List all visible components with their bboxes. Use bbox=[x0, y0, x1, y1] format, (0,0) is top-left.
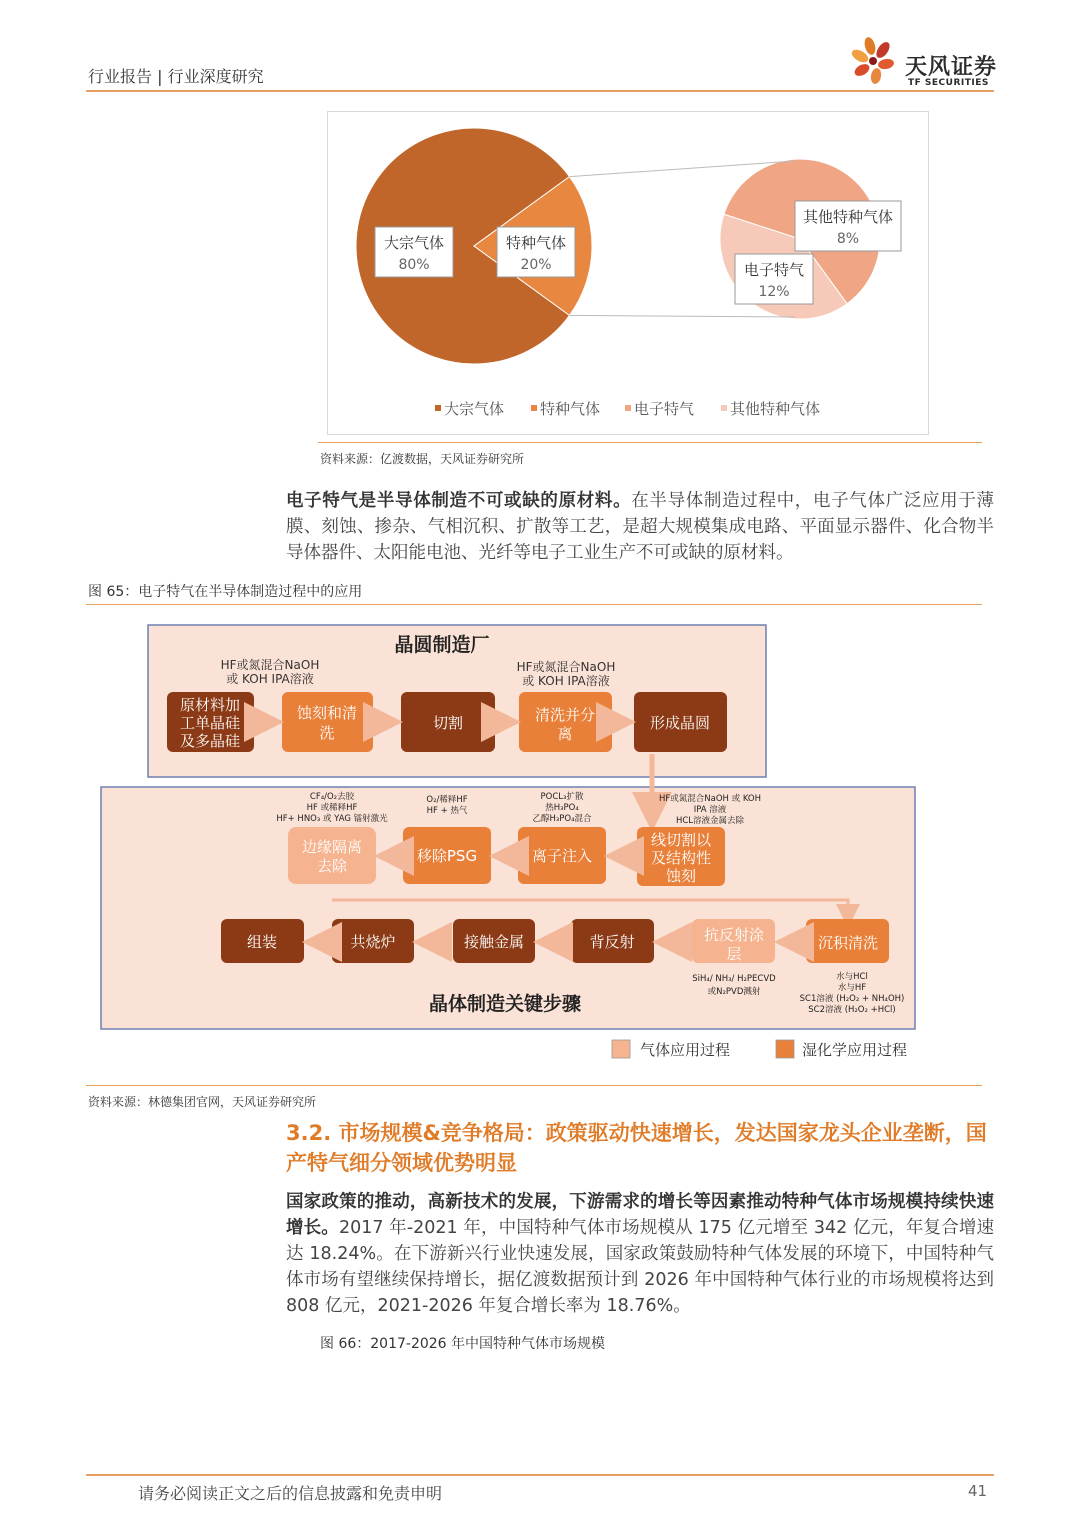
box-wire-1: 线切割以 bbox=[650, 831, 712, 849]
note-mid-3a: POCL₃扩散 bbox=[540, 792, 584, 802]
box-assembly: 组装 bbox=[246, 933, 278, 951]
box-clean-2: 离 bbox=[557, 725, 573, 743]
note-mid-4a: HF或氮混合NaOH 或 KOH bbox=[658, 794, 762, 804]
pie-label-bulk-name: 大宗气体 bbox=[383, 234, 445, 252]
figure-divider bbox=[86, 604, 982, 605]
box-ion: 离子注入 bbox=[531, 847, 593, 865]
process-diagram bbox=[100, 622, 930, 1070]
pie-label-bulk-value: 80% bbox=[398, 257, 430, 273]
box-cut: 切割 bbox=[432, 714, 464, 732]
brand-name: 天风证券 bbox=[905, 55, 998, 80]
pie-label-special-value: 20% bbox=[520, 257, 552, 273]
box-arc-1: 抗反射涂 bbox=[703, 926, 765, 944]
header-report-type: 行业报告 | 行业深度研究 bbox=[88, 67, 264, 86]
note-bot-1a: SiH₄/ NH₃/ H₂PECVD bbox=[692, 974, 776, 984]
source-note: 资料来源：亿渡数据，天风证券研究所 bbox=[320, 452, 525, 466]
note-top-2b: 或 KOH IPA溶液 bbox=[522, 674, 610, 688]
paragraph2-lead: 国家政策的推动，高新技术的发展，下游需求的增长等因素推动特种气体市场规模持续快速增长。 bbox=[286, 1192, 994, 1238]
note-mid-1a: CF₄/O₂去胶 bbox=[309, 792, 355, 802]
pie-source-divider bbox=[318, 442, 982, 443]
note-mid-1b: HF 或稀释HF bbox=[306, 803, 358, 813]
note-bot-2b: 水与HF bbox=[837, 983, 867, 993]
note-mid-1c: HF+ HNO₃ 或 YAG 镭射激光 bbox=[276, 814, 388, 824]
box-deposit: 沉积清洗 bbox=[817, 934, 879, 952]
pie-label-other-name: 其他特种气体 bbox=[802, 208, 894, 226]
legend-gas: 气体应用过程 bbox=[640, 1041, 731, 1059]
note-bot-2c: SC1溶液 (H₂O₂ + NH₄OH) bbox=[799, 994, 905, 1004]
note-bot-2d: SC2溶液 (H₂O₂ +HCl) bbox=[808, 1005, 896, 1015]
pie-label-electronic-value: 12% bbox=[758, 284, 790, 300]
paragraph2-body: 2017 年-2021 年，中国特种气体市场规模从 175 亿元增至 342 亿元，年复合增速达 18.24%。在下游新兴行业快速发展，国家政策鼓励特种气体发展的环境下，中国特种气体市场有望继续保持增长，据亿渡数据预计到 2026 年中国特种气体行业的市场规模将达到 808 亿元，2021-2026 年复合增长率为 18.76%。 bbox=[286, 1218, 994, 1316]
note-bot-1b: 或N₂PVD溅射 bbox=[707, 987, 761, 997]
box-edge-1: 边缘隔离 bbox=[301, 838, 363, 856]
box-wafer: 形成晶圆 bbox=[649, 714, 711, 732]
paragraph-body: 在半导体制造过程中，电子气体广泛应用于薄膜、刻蚀、掺杂、气相沉积、扩散等工艺，是超大规模集成电路、平面显示器件、化合物半导体器件、太阳能电池、光纤等电子工业生产不可或缺的原材料。 bbox=[286, 491, 994, 563]
box-clean-1: 清洗并分 bbox=[534, 706, 596, 724]
pie-label-special-name: 特种气体 bbox=[505, 234, 567, 252]
steps-title: 晶体制造关键步骤 bbox=[428, 993, 582, 1015]
paragraph-lead: 电子特气是半导体制造不可或缺的原材料。 bbox=[286, 491, 632, 511]
paragraph-electronic-gas bbox=[286, 488, 994, 566]
note-mid-2b: HF + 热气 bbox=[426, 806, 468, 816]
box-backreflect: 背反射 bbox=[589, 933, 635, 951]
header-divider bbox=[86, 90, 994, 92]
note-mid-4b: IPA 溶液 bbox=[693, 805, 727, 815]
note-bot-2a: 水与HCl bbox=[836, 972, 868, 982]
note-mid-3b: 热H₃PO₄ bbox=[545, 803, 579, 813]
note-top-2a: HF或氮混合NaOH bbox=[516, 660, 616, 674]
footer-divider bbox=[86, 1474, 994, 1476]
note-mid-4c: HCL溶液金属去除 bbox=[675, 816, 745, 826]
legend-swatch bbox=[721, 405, 727, 411]
legend-label: 其他特种气体 bbox=[730, 400, 821, 418]
page-number: 41 bbox=[968, 1482, 988, 1500]
legend-wet: 湿化学应用过程 bbox=[802, 1041, 908, 1059]
box-raw-3: 及多晶硅 bbox=[179, 732, 241, 750]
box-contact: 接触金属 bbox=[463, 933, 525, 951]
box-cofire: 共烧炉 bbox=[350, 933, 396, 951]
box-wire-2: 及结构性 bbox=[650, 849, 712, 867]
note-mid-3c: 乙醇H₃PO₄混合 bbox=[532, 814, 592, 824]
brand-subtitle: TF SECURITIES bbox=[908, 78, 989, 88]
section-heading: 3.2. 市场规模&竞争格局：政策驱动快速增长，发达国家龙头企业垄断，国产特气细分领域优势明显 bbox=[286, 1121, 987, 1175]
box-raw-1: 原材料加 bbox=[179, 696, 241, 714]
fab-title: 晶圆制造厂 bbox=[394, 634, 490, 656]
box-arc-2: 层 bbox=[726, 945, 742, 963]
pie-of-pie-chart bbox=[327, 111, 927, 433]
legend-swatch bbox=[435, 405, 441, 411]
box-psg: 移除PSG bbox=[416, 847, 478, 865]
legend-label: 特种气体 bbox=[540, 400, 601, 418]
pie-label-other-value: 8% bbox=[836, 231, 860, 247]
footer-disclaimer: 请务必阅读正文之后的信息披露和免责申明 bbox=[138, 1484, 443, 1503]
note-mid-2a: O₂/稀释HF bbox=[426, 795, 468, 805]
source-note-2: 资料来源：林德集团官网，天风证券研究所 bbox=[88, 1095, 317, 1109]
legend-swatch bbox=[531, 405, 537, 411]
legend-label: 大宗气体 bbox=[444, 400, 505, 418]
box-raw-2: 工单晶硅 bbox=[179, 714, 241, 732]
figure-caption-66: 图 66：2017-2026 年中国特种气体市场规模 bbox=[320, 1336, 606, 1352]
box-etch-1: 蚀刻和清 bbox=[296, 704, 358, 722]
pie-label-electronic-name: 电子特气 bbox=[743, 261, 805, 279]
legend-label: 电子特气 bbox=[634, 400, 695, 418]
pie-connector-bottom bbox=[569, 315, 795, 317]
box-edge-2: 去除 bbox=[316, 857, 348, 875]
box-wire-3: 蚀刻 bbox=[665, 867, 697, 885]
legend-swatch bbox=[625, 405, 631, 411]
box-etch-2: 洗 bbox=[319, 724, 335, 742]
note-top-1a: HF或氮混合NaOH bbox=[220, 658, 320, 672]
diagram-source-divider bbox=[86, 1085, 982, 1086]
figure-caption: 图 65：电子特气在半导体制造过程中的应用 bbox=[88, 584, 363, 600]
paragraph-market-size bbox=[286, 1189, 994, 1319]
note-top-1b: 或 KOH IPA溶液 bbox=[226, 672, 314, 686]
